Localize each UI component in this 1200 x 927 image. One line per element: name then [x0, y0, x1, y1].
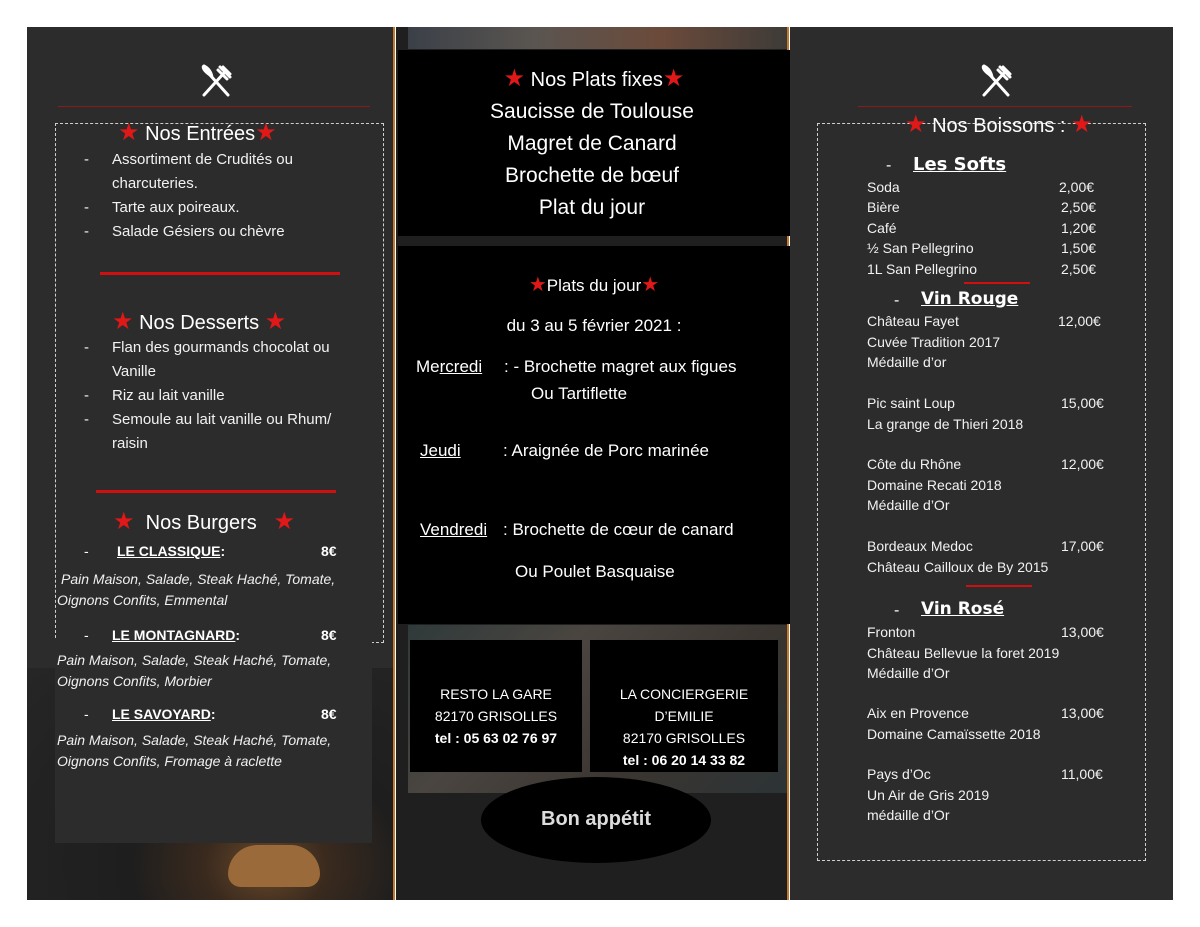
vendredi-dish: : Brochette de cœur de canard — [503, 520, 734, 539]
plats-du-jour-title: ★Plats du jour★ — [528, 274, 660, 296]
star-icon: ★ — [255, 119, 277, 146]
burgers-title: ★ Nos Burgers ★ — [113, 508, 295, 535]
drink-name: ½ San Pellegrino — [867, 240, 974, 256]
burger-price: 8€ — [321, 543, 337, 559]
right-header-rule — [858, 106, 1132, 107]
star-icon: ★ — [528, 274, 547, 296]
plats-fixes-item: Plat du jour — [538, 196, 646, 219]
burger-name: LE MONTAGNARD: — [112, 627, 241, 643]
plats-fixes-item: Magret de Canard — [507, 132, 677, 155]
drink-price: 2,50€ — [1061, 261, 1097, 277]
contact-name: LA CONCIERGERIE — [619, 686, 749, 702]
wine-name: Pic saint Loup La grange de Thieri 2018 — [867, 395, 1024, 432]
entrees-list — [82, 148, 342, 244]
drink-price: 2,00€ — [1059, 179, 1095, 195]
wine-name: Château Fayet Cuvée Tradition 2017 Médaille d’or — [867, 313, 1001, 370]
contact-phone: tel : 05 63 02 76 97 — [434, 730, 558, 746]
drink-name: Soda — [867, 179, 900, 195]
vendredi-dish-alt: Ou Poulet Basquaise — [515, 562, 675, 581]
burger-bun — [228, 845, 320, 887]
drink-name: Bière — [867, 199, 900, 215]
bon-appetit-badge: Bon appétit — [481, 777, 711, 863]
plats-fixes-item: Brochette de bœuf — [505, 164, 679, 187]
drink-name: 1L San Pellegrino — [867, 261, 978, 277]
plats-fixes-item: Saucisse de Toulouse — [490, 100, 694, 123]
top-food-photo — [408, 27, 788, 49]
mercredi-dish: : - Brochette magret aux figues — [504, 357, 737, 376]
list-item: - Tarte aux poireaux. — [82, 196, 342, 220]
burger-dash: - — [84, 543, 89, 559]
mercredi-dish-alt: Ou Tartiflette — [531, 384, 628, 403]
rouge-dash: - — [894, 292, 900, 309]
burger-name: LE CLASSIQUE: — [117, 543, 226, 559]
jeudi-dish: : Araignée de Porc marinée — [503, 441, 710, 460]
list-item: - Flan des gourmands chocolat ou Vanille — [82, 336, 358, 384]
plats-fixes-title: ★ Nos Plats fixes★ — [503, 65, 685, 92]
burger-description: Pain Maison, Salade, Steak Haché, Tomate, — [57, 652, 332, 668]
wine-price: 17,00€ — [1061, 538, 1104, 554]
star-icon: ★ — [264, 308, 287, 335]
contact-name-2: D’EMILIE — [654, 708, 714, 724]
list-item: - Salade Gésiers ou chèvre — [82, 220, 342, 244]
boissons-title: ★ Nos Boissons : ★ — [905, 111, 1093, 138]
softs-divider — [964, 282, 1030, 284]
burger-description: Pain Maison, Salade, Steak Haché, Tomate, — [61, 571, 336, 587]
entrees-divider — [100, 272, 340, 275]
vin-rose-heading: Vin Rosé — [921, 599, 1005, 619]
star-icon: ★ — [273, 508, 295, 535]
burger-price: 8€ — [321, 627, 337, 643]
wine-price: 12,00€ — [1058, 313, 1101, 329]
list-item: - Assortiment de Crudités ou charcuteries. — [82, 148, 342, 196]
left-header-rule — [58, 106, 370, 107]
desserts-divider — [96, 490, 336, 493]
burger-dash: - — [84, 706, 89, 722]
burger-description: Oignons Confits, Emmental — [57, 592, 228, 608]
star-icon: ★ — [503, 65, 526, 92]
drink-price: 1,20€ — [1061, 220, 1097, 236]
burger-price: 8€ — [321, 706, 337, 722]
wine-price: 15,00€ — [1061, 395, 1104, 411]
wine-price: 11,00€ — [1061, 766, 1103, 782]
softs-dash: - — [886, 157, 892, 174]
contact-city: 82170 GRISOLLES — [434, 708, 558, 724]
wine-name: Pays d’Oc Un Air de Gris 2019 médaille d’Or — [867, 766, 990, 823]
list-item: - Riz au lait vanille — [82, 384, 358, 408]
entrees-title: ★ Nos Entrées★ — [118, 119, 277, 146]
star-icon: ★ — [905, 111, 927, 138]
contact-name: RESTO LA GARE — [440, 686, 552, 702]
burger-dash: - — [84, 627, 89, 643]
fork-knife-icon — [198, 63, 234, 99]
star-icon: ★ — [113, 508, 135, 535]
wine-price: 13,00€ — [1061, 624, 1104, 640]
drink-name: Café — [867, 220, 897, 236]
desserts-title: ★ Nos Desserts ★ — [112, 308, 287, 335]
contact-phone: tel : 06 20 14 33 82 — [622, 752, 746, 768]
jeudi-label: Jeudi — [420, 441, 461, 460]
star-icon: ★ — [112, 308, 134, 335]
list-item: - Semoule au lait vanille ou Rhum/ raisin — [82, 408, 358, 456]
desserts-list — [82, 336, 358, 456]
rose-dash: - — [894, 602, 900, 619]
wine-name: Bordeaux Medoc Château Cailloux de By 2015 — [867, 538, 1049, 575]
star-icon: ★ — [641, 274, 660, 296]
divider-left — [393, 27, 395, 900]
contact-city: 82170 GRISOLLES — [622, 730, 746, 746]
softs-heading: Les Softs — [913, 154, 1007, 175]
contact-conciergerie — [590, 640, 778, 772]
burger-description: Pain Maison, Salade, Steak Haché, Tomate, — [57, 732, 332, 748]
vendredi-label: Vendredi — [420, 520, 488, 539]
wine-name: Fronton Château Bellevue la foret 2019 Médaille d’Or — [867, 624, 1060, 681]
contact-resto — [410, 640, 582, 772]
drink-price: 2,50€ — [1061, 199, 1097, 215]
mercredi-label: Mercredi — [416, 357, 483, 376]
burger-description: Oignons Confits, Fromage à raclette — [57, 753, 282, 769]
drink-price: 1,50€ — [1061, 240, 1097, 256]
vin-rouge-heading: Vin Rouge — [921, 289, 1019, 309]
star-icon: ★ — [1071, 111, 1093, 138]
burger-description: Oignons Confits, Morbier — [57, 673, 212, 689]
rouge-divider — [966, 585, 1032, 587]
plats-du-jour-dates: du 3 au 5 février 2021 : — [506, 316, 682, 335]
star-icon: ★ — [662, 65, 685, 92]
wine-name: Aix en Provence Domaine Camaïssette 2018 — [867, 705, 1041, 742]
wine-price: 13,00€ — [1061, 705, 1104, 721]
fork-knife-icon — [978, 63, 1014, 99]
star-icon: ★ — [118, 119, 140, 146]
wine-name: Côte du Rhône Domaine Recati 2018 Médaille d’Or — [867, 456, 1002, 513]
wine-price: 12,00€ — [1061, 456, 1104, 472]
burger-name: LE SAVOYARD: — [112, 706, 216, 722]
